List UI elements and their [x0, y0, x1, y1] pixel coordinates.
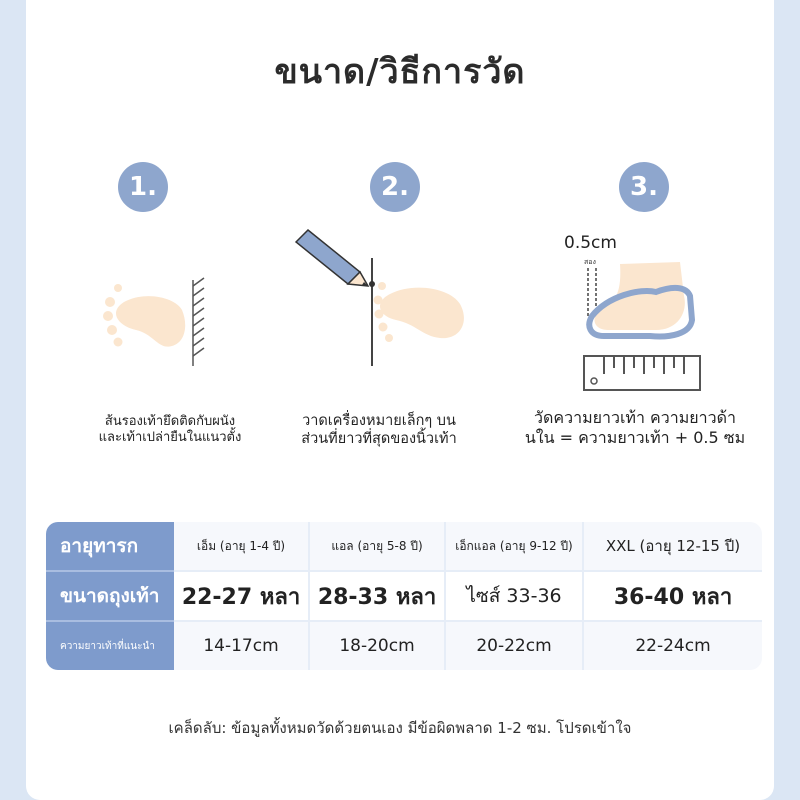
- table-cell: 14-17cm: [174, 622, 310, 670]
- mark-dot: [369, 281, 375, 287]
- step-1-badge: 1.: [118, 162, 168, 212]
- content-card: [26, 0, 774, 800]
- pencil-icon: [296, 230, 368, 286]
- shoe-measure-illustration: [560, 226, 710, 396]
- table-cell: 22-27 หลา: [174, 570, 310, 622]
- row-header-length: ความยาวเท้าที่แนะนำ: [46, 622, 174, 670]
- table-row-size: [46, 570, 762, 622]
- table-row-length: [46, 622, 762, 670]
- table-cell: แอล (อายุ 5-8 ปี): [310, 522, 446, 570]
- ruler-icon: [584, 356, 700, 390]
- row-header-age: อายุทารก: [46, 522, 174, 570]
- step-1-text: ส้นรองเท้ายึดติดกับผนัง และเท้าเปล่ายืนในแนวตั้ง: [98, 414, 242, 446]
- table-cell: เอ็ม (อายุ 1-4 ปี): [174, 522, 310, 570]
- foot-in-shoe-icon: [589, 262, 692, 336]
- table-cell: ไซส์ 33-36: [446, 570, 584, 622]
- step-2-text: วาดเครื่องหมายเล็กๆ บน ส่วนที่ยาวที่สุดของนิ้วเท้า: [301, 413, 457, 448]
- table-cell: 18-20cm: [310, 622, 446, 670]
- table-cell: 20-22cm: [446, 622, 584, 670]
- table-cell: เอ็กแอล (อายุ 9-12 ปี): [446, 522, 584, 570]
- pencil-mark-illustration: [290, 228, 480, 368]
- table-cell: 28-33 หลา: [310, 570, 446, 622]
- row-header-size: ขนาดถุงเท้า: [46, 570, 174, 622]
- measure-label: 0.5cm: [564, 233, 617, 253]
- tip-text: เคล็ดลับ: ข้อมูลทั้งหมดวัดด้วยตนเอง มีข้อผิดพลาด 1-2 ซม. โปรดเข้าใจ: [168, 719, 632, 737]
- size-table: [46, 522, 762, 670]
- step-3-badge: 3.: [619, 162, 669, 212]
- small-label: สอง: [584, 258, 596, 266]
- step-3-text: วัดความยาวเท้า ความยาวด้า นใน = ความยาวเท้า + 0.5 ซม: [524, 408, 746, 447]
- foot-icon: [103, 284, 185, 347]
- table-cell: 22-24cm: [584, 622, 762, 670]
- wall-icon: [193, 278, 204, 366]
- foot-icon: [374, 282, 464, 342]
- table-cell: XXL (อายุ 12-15 ปี): [584, 522, 762, 570]
- page-title: ขนาด/วิธีการวัด: [274, 52, 526, 92]
- step-2-badge: 2.: [370, 162, 420, 212]
- table-cell: 36-40 หลา: [584, 570, 762, 622]
- foot-against-wall-illustration: [96, 272, 216, 372]
- table-row-age: [46, 522, 762, 570]
